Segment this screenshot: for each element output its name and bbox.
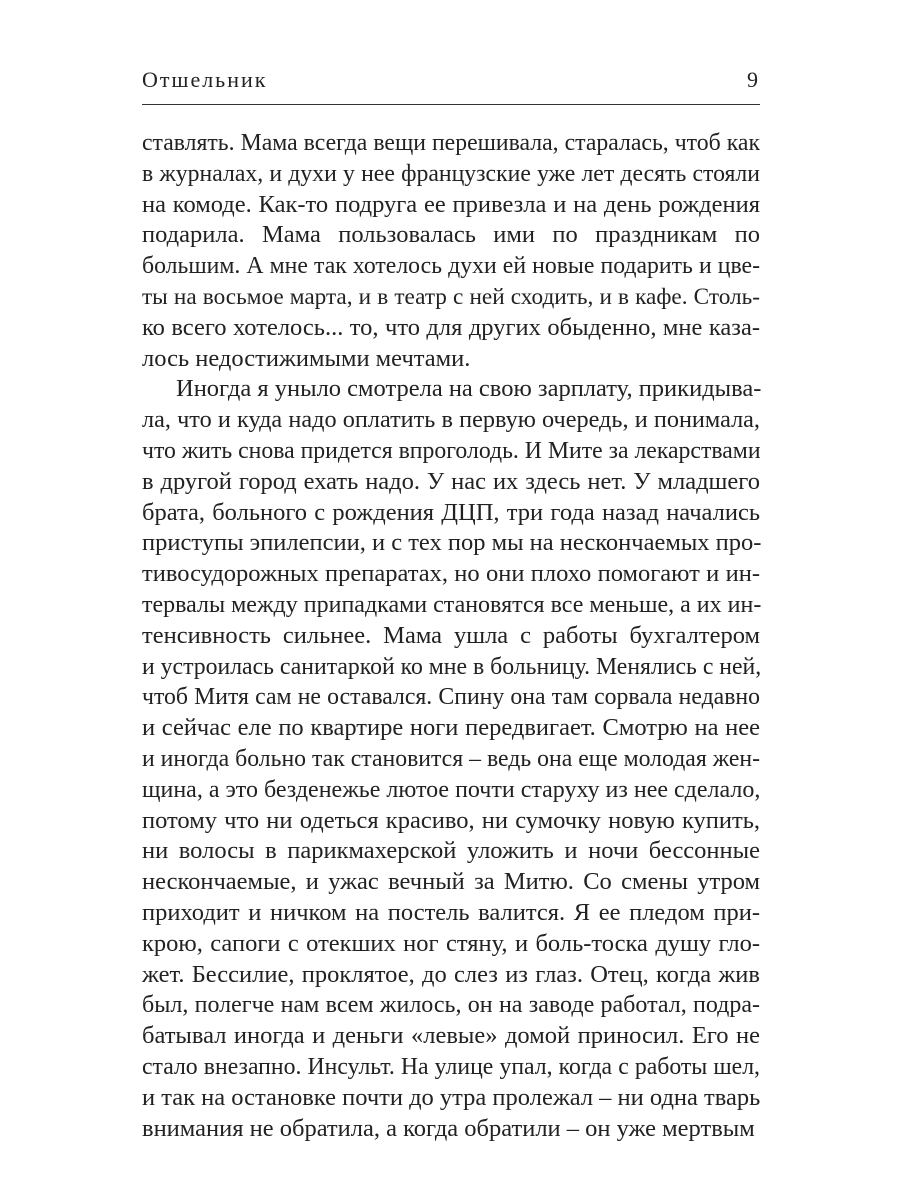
text-line: крою, сапоги с отекших ног стяну, и боль-тоска душу гло- [142,929,760,957]
text-line: тенсивность сильнее. Мама ушла с работы бухгалтером [142,621,760,649]
text-line: в журналах, и духи у нее французские уже лет десять стояли [142,160,760,187]
text-line: чтоб Митя сам не оставался. Спину она там сорвала недавно [142,684,760,711]
text-line: приходит и ничком на постель валится. Я ее пледом при- [142,898,760,926]
text-line: тервалы между припадками становятся все меньше, а их ин- [142,591,762,618]
running-head [142,62,760,102]
text-line: брата, больного с рождения ДЦП, три года назад начались [142,498,760,526]
text-line: батывал иногда и деньги «левые» домой приносил. Его не [142,1022,760,1050]
text-line: лось недостижимыми мечтами. [142,344,471,372]
text-line: был, полегче нам всем жилось, он на заводе работал, подра- [142,992,760,1019]
text-line: приступы эпилепсии, и с тех пор мы на нескончаемых про- [142,529,762,557]
text-line: и иногда больно так становится – ведь она еще молодая жен- [142,745,760,772]
text-line: внимания не обратила, а когда обратили – он уже мертвым [142,1114,755,1142]
text-line: ставлять. Мама всегда вещи перешивала, старалась, чтоб как [142,130,760,156]
text-line: и устроилась санитаркой ко мне в больницу. Менялись с ней, [142,653,762,680]
running-title: Отшельник [142,67,268,92]
text-line: потому что ни одеться красиво, ни сумочку новую купить, [142,806,760,834]
text-line: ты на восьмое марта, и в театр с ней сходить, и в кафе. Столь- [142,283,760,310]
text-line: и сейчас еле по квартире ноги передвигает. Смотрю на нее [142,714,760,742]
text-line: стало внезапно. Инсульт. На улице упал, когда с работы шел, [142,1053,760,1080]
text-line: что жить снова придется впроголодь. И Мите за лекарствами [142,437,761,464]
text-line: на комоде. Как-то подруга ее привезла и на день рождения [142,190,760,218]
text-line: щина, а это безденежье лютое почти старуху из нее сделало, [142,776,761,803]
text-line: подарила. Мама пользовалась ими по праздникам по [142,221,760,249]
text-line: тивосудорожных препаратах, но они плохо помогают и ин- [142,560,760,588]
text-line: ни волосы в парикмахерской уложить и ночи бессонные [142,837,760,865]
header-rule [142,104,760,105]
text-line: большим. А мне так хотелось духи ей новые подарить и цве- [142,253,760,280]
page-number: 9 [747,67,758,92]
text-line: Иногда я уныло смотрела на свою зарплату, прикидыва- [176,375,762,403]
text-line: жет. Бессилие, проклятое, до слез из глаз. Отец, когда жив [142,960,760,988]
text-line: в другой город ехать надо. У нас их здесь нет. У младшего [142,467,760,495]
text-line: ко всего хотелось... то, что для других обыденно, мне каза- [142,313,760,341]
text-line: ла, что и куда надо оплатить в первую очередь, и понимала, [142,406,760,434]
text-line: и так на остановке почти до утра пролежал – ни одна тварь [142,1083,761,1111]
text-line: нескончаемые, и ужас вечный за Митю. Со смены утром [142,868,760,896]
body-text [142,128,760,1144]
